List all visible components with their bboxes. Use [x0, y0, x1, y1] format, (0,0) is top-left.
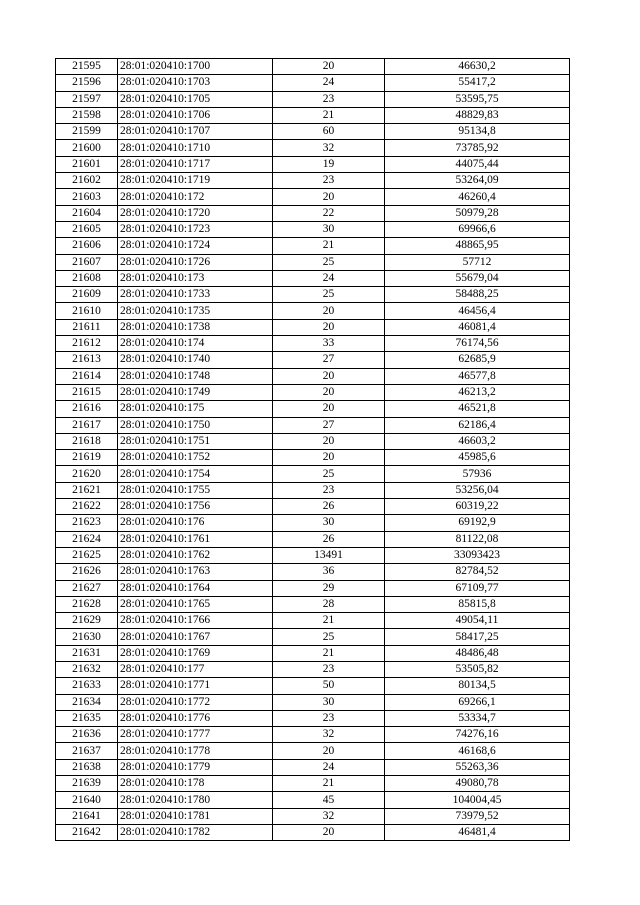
cadastral-number-cell: 28:01:020410:175 [118, 401, 273, 417]
cadastral-number-cell: 28:01:020410:173 [118, 270, 273, 286]
row-number-cell: 21632 [56, 661, 118, 677]
area-cell: 32 [273, 727, 385, 743]
cadastral-number-cell: 28:01:020410:1780 [118, 792, 273, 808]
area-cell: 23 [273, 482, 385, 498]
cadastral-number-cell: 28:01:020410:1726 [118, 254, 273, 270]
table-row [56, 91, 570, 107]
row-number-cell: 21640 [56, 792, 118, 808]
cadastral-number-cell: 28:01:020410:1756 [118, 499, 273, 515]
cadastral-number-cell: 28:01:020410:1733 [118, 287, 273, 303]
value-cell: 55263,36 [385, 759, 570, 775]
table-row [56, 564, 570, 580]
row-number-cell: 21598 [56, 107, 118, 123]
cadastral-number-cell: 28:01:020410:176 [118, 515, 273, 531]
value-cell: 46630,2 [385, 59, 570, 75]
area-cell: 26 [273, 499, 385, 515]
table-row [56, 303, 570, 319]
area-cell: 45 [273, 792, 385, 808]
value-cell: 62186,4 [385, 417, 570, 433]
row-number-cell: 21619 [56, 450, 118, 466]
cadastral-number-cell: 28:01:020410:1777 [118, 727, 273, 743]
table-row [56, 417, 570, 433]
value-cell: 69266,1 [385, 694, 570, 710]
cadastral-number-cell: 28:01:020410:1779 [118, 759, 273, 775]
value-cell: 46081,4 [385, 319, 570, 335]
area-cell: 30 [273, 694, 385, 710]
row-number-cell: 21628 [56, 596, 118, 612]
cadastral-number-cell: 28:01:020410:178 [118, 776, 273, 792]
table-row [56, 645, 570, 661]
table-row [56, 287, 570, 303]
table-row [56, 75, 570, 91]
area-cell: 50 [273, 678, 385, 694]
table-row [56, 466, 570, 482]
table-row [56, 499, 570, 515]
row-number-cell: 21601 [56, 156, 118, 172]
value-cell: 57712 [385, 254, 570, 270]
table-row [56, 531, 570, 547]
table-row [56, 482, 570, 498]
area-cell: 20 [273, 743, 385, 759]
value-cell: 50979,28 [385, 205, 570, 221]
value-cell: 46168,6 [385, 743, 570, 759]
table-row [56, 189, 570, 205]
row-number-cell: 21627 [56, 580, 118, 596]
row-number-cell: 21617 [56, 417, 118, 433]
table-row [56, 270, 570, 286]
table-row [56, 368, 570, 384]
value-cell: 44075,44 [385, 156, 570, 172]
table-row [56, 254, 570, 270]
row-number-cell: 21611 [56, 319, 118, 335]
table-row [56, 336, 570, 352]
row-number-cell: 21625 [56, 547, 118, 563]
row-number-cell: 21616 [56, 401, 118, 417]
area-cell: 20 [273, 303, 385, 319]
row-number-cell: 21606 [56, 238, 118, 254]
value-cell: 48865,95 [385, 238, 570, 254]
table-row [56, 580, 570, 596]
value-cell: 46577,8 [385, 368, 570, 384]
value-cell: 74276,16 [385, 727, 570, 743]
value-cell: 53256,04 [385, 482, 570, 498]
value-cell: 80134,5 [385, 678, 570, 694]
row-number-cell: 21641 [56, 808, 118, 824]
row-number-cell: 21618 [56, 433, 118, 449]
row-number-cell: 21615 [56, 384, 118, 400]
area-cell: 33 [273, 336, 385, 352]
area-cell: 25 [273, 287, 385, 303]
value-cell: 53595,75 [385, 91, 570, 107]
cadastral-number-cell: 28:01:020410:1767 [118, 629, 273, 645]
area-cell: 21 [273, 107, 385, 123]
row-number-cell: 21635 [56, 710, 118, 726]
table-row [56, 792, 570, 808]
cadastral-number-cell: 28:01:020410:1752 [118, 450, 273, 466]
area-cell: 60 [273, 124, 385, 140]
value-cell: 57936 [385, 466, 570, 482]
value-cell: 85815,8 [385, 596, 570, 612]
table-row [56, 759, 570, 775]
row-number-cell: 21614 [56, 368, 118, 384]
row-number-cell: 21631 [56, 645, 118, 661]
row-number-cell: 21630 [56, 629, 118, 645]
value-cell: 53264,09 [385, 173, 570, 189]
table-row [56, 515, 570, 531]
table-row [56, 710, 570, 726]
row-number-cell: 21609 [56, 287, 118, 303]
area-cell: 21 [273, 776, 385, 792]
row-number-cell: 21637 [56, 743, 118, 759]
row-number-cell: 21622 [56, 499, 118, 515]
value-cell: 46603,2 [385, 433, 570, 449]
table-row [56, 678, 570, 694]
table-row [56, 547, 570, 563]
table-row [56, 173, 570, 189]
area-cell: 20 [273, 384, 385, 400]
value-cell: 82784,52 [385, 564, 570, 580]
row-number-cell: 21636 [56, 727, 118, 743]
cadastral-number-cell: 28:01:020410:1763 [118, 564, 273, 580]
value-cell: 46213,2 [385, 384, 570, 400]
row-number-cell: 21604 [56, 205, 118, 221]
area-cell: 21 [273, 645, 385, 661]
cadastral-number-cell: 28:01:020410:1707 [118, 124, 273, 140]
area-cell: 25 [273, 466, 385, 482]
area-cell: 21 [273, 238, 385, 254]
value-cell: 55417,2 [385, 75, 570, 91]
table-row [56, 613, 570, 629]
area-cell: 23 [273, 710, 385, 726]
row-number-cell: 21597 [56, 91, 118, 107]
cadastral-number-cell: 28:01:020410:1781 [118, 808, 273, 824]
cadastral-number-cell: 28:01:020410:1755 [118, 482, 273, 498]
row-number-cell: 21602 [56, 173, 118, 189]
area-cell: 20 [273, 401, 385, 417]
row-number-cell: 21642 [56, 824, 118, 840]
row-number-cell: 21599 [56, 124, 118, 140]
cadastral-number-cell: 28:01:020410:1723 [118, 221, 273, 237]
cadastral-number-cell: 28:01:020410:1740 [118, 352, 273, 368]
area-cell: 36 [273, 564, 385, 580]
value-cell: 49054,11 [385, 613, 570, 629]
table-row [56, 743, 570, 759]
area-cell: 30 [273, 221, 385, 237]
value-cell: 49080,78 [385, 776, 570, 792]
area-cell: 32 [273, 808, 385, 824]
value-cell: 33093423 [385, 547, 570, 563]
value-cell: 53505,82 [385, 661, 570, 677]
table-row [56, 107, 570, 123]
value-cell: 58417,25 [385, 629, 570, 645]
area-cell: 30 [273, 515, 385, 531]
cadastral-number-cell: 28:01:020410:1761 [118, 531, 273, 547]
cadastral-number-cell: 28:01:020410:1769 [118, 645, 273, 661]
row-number-cell: 21610 [56, 303, 118, 319]
value-cell: 69192,9 [385, 515, 570, 531]
cadastral-number-cell: 28:01:020410:1749 [118, 384, 273, 400]
cadastral-number-cell: 28:01:020410:1762 [118, 547, 273, 563]
cadastral-number-cell: 28:01:020410:1771 [118, 678, 273, 694]
table-row [56, 433, 570, 449]
value-cell: 69966,6 [385, 221, 570, 237]
row-number-cell: 21638 [56, 759, 118, 775]
area-cell: 25 [273, 254, 385, 270]
value-cell: 67109,77 [385, 580, 570, 596]
document-page [55, 58, 569, 841]
cadastral-number-cell: 28:01:020410:174 [118, 336, 273, 352]
value-cell: 81122,08 [385, 531, 570, 547]
value-cell: 45985,6 [385, 450, 570, 466]
table-row [56, 661, 570, 677]
row-number-cell: 21600 [56, 140, 118, 156]
cadastral-number-cell: 28:01:020410:1700 [118, 59, 273, 75]
cadastral-number-cell: 28:01:020410:1776 [118, 710, 273, 726]
value-cell: 48829,83 [385, 107, 570, 123]
row-number-cell: 21621 [56, 482, 118, 498]
cadastral-number-cell: 28:01:020410:1772 [118, 694, 273, 710]
value-cell: 76174,56 [385, 336, 570, 352]
cadastral-number-cell: 28:01:020410:1717 [118, 156, 273, 172]
area-cell: 28 [273, 596, 385, 612]
cadastral-number-cell: 28:01:020410:1724 [118, 238, 273, 254]
row-number-cell: 21595 [56, 59, 118, 75]
table-row [56, 221, 570, 237]
value-cell: 73785,92 [385, 140, 570, 156]
area-cell: 24 [273, 75, 385, 91]
cadastral-value-table [55, 58, 570, 841]
cadastral-number-cell: 28:01:020410:1765 [118, 596, 273, 612]
area-cell: 20 [273, 368, 385, 384]
value-cell: 62685,9 [385, 352, 570, 368]
table-row [56, 450, 570, 466]
value-cell: 60319,22 [385, 499, 570, 515]
value-cell: 46521,8 [385, 401, 570, 417]
area-cell: 26 [273, 531, 385, 547]
value-cell: 55679,04 [385, 270, 570, 286]
area-cell: 23 [273, 173, 385, 189]
cadastral-number-cell: 28:01:020410:1719 [118, 173, 273, 189]
value-cell: 104004,45 [385, 792, 570, 808]
value-cell: 46456,4 [385, 303, 570, 319]
row-number-cell: 21633 [56, 678, 118, 694]
row-number-cell: 21605 [56, 221, 118, 237]
cadastral-number-cell: 28:01:020410:1754 [118, 466, 273, 482]
row-number-cell: 21612 [56, 336, 118, 352]
value-cell: 46260,4 [385, 189, 570, 205]
table-row [56, 205, 570, 221]
cadastral-number-cell: 28:01:020410:1703 [118, 75, 273, 91]
row-number-cell: 21596 [56, 75, 118, 91]
row-number-cell: 21603 [56, 189, 118, 205]
area-cell: 32 [273, 140, 385, 156]
area-cell: 23 [273, 661, 385, 677]
cadastral-number-cell: 28:01:020410:1738 [118, 319, 273, 335]
cadastral-number-cell: 28:01:020410:1705 [118, 91, 273, 107]
cadastral-number-cell: 28:01:020410:177 [118, 661, 273, 677]
value-cell: 48486,48 [385, 645, 570, 661]
table-row [56, 384, 570, 400]
row-number-cell: 21634 [56, 694, 118, 710]
area-cell: 20 [273, 824, 385, 840]
table-body [56, 59, 570, 841]
area-cell: 24 [273, 270, 385, 286]
row-number-cell: 21629 [56, 613, 118, 629]
table-row [56, 694, 570, 710]
table-row [56, 727, 570, 743]
area-cell: 21 [273, 613, 385, 629]
value-cell: 73979,52 [385, 808, 570, 824]
cadastral-number-cell: 28:01:020410:1720 [118, 205, 273, 221]
cadastral-number-cell: 28:01:020410:1766 [118, 613, 273, 629]
area-cell: 20 [273, 319, 385, 335]
table-row [56, 59, 570, 75]
area-cell: 20 [273, 433, 385, 449]
value-cell: 53334,7 [385, 710, 570, 726]
cadastral-number-cell: 28:01:020410:1764 [118, 580, 273, 596]
area-cell: 29 [273, 580, 385, 596]
table-row [56, 140, 570, 156]
row-number-cell: 21613 [56, 352, 118, 368]
cadastral-number-cell: 28:01:020410:172 [118, 189, 273, 205]
area-cell: 24 [273, 759, 385, 775]
cadastral-number-cell: 28:01:020410:1748 [118, 368, 273, 384]
area-cell: 13491 [273, 547, 385, 563]
table-row [56, 824, 570, 840]
table-row [56, 808, 570, 824]
table-row [56, 629, 570, 645]
cadastral-number-cell: 28:01:020410:1750 [118, 417, 273, 433]
area-cell: 20 [273, 189, 385, 205]
table-row [56, 776, 570, 792]
row-number-cell: 21607 [56, 254, 118, 270]
area-cell: 27 [273, 417, 385, 433]
row-number-cell: 21624 [56, 531, 118, 547]
cadastral-number-cell: 28:01:020410:1778 [118, 743, 273, 759]
value-cell: 46481,4 [385, 824, 570, 840]
cadastral-number-cell: 28:01:020410:1782 [118, 824, 273, 840]
cadastral-number-cell: 28:01:020410:1710 [118, 140, 273, 156]
table-row [56, 319, 570, 335]
value-cell: 58488,25 [385, 287, 570, 303]
row-number-cell: 21626 [56, 564, 118, 580]
table-row [56, 156, 570, 172]
area-cell: 25 [273, 629, 385, 645]
area-cell: 23 [273, 91, 385, 107]
row-number-cell: 21639 [56, 776, 118, 792]
area-cell: 20 [273, 59, 385, 75]
value-cell: 95134,8 [385, 124, 570, 140]
row-number-cell: 21623 [56, 515, 118, 531]
area-cell: 22 [273, 205, 385, 221]
table-row [56, 401, 570, 417]
area-cell: 27 [273, 352, 385, 368]
table-row [56, 124, 570, 140]
row-number-cell: 21608 [56, 270, 118, 286]
table-row [56, 352, 570, 368]
cadastral-number-cell: 28:01:020410:1735 [118, 303, 273, 319]
table-row [56, 238, 570, 254]
area-cell: 19 [273, 156, 385, 172]
table-row [56, 596, 570, 612]
area-cell: 20 [273, 450, 385, 466]
cadastral-number-cell: 28:01:020410:1751 [118, 433, 273, 449]
cadastral-number-cell: 28:01:020410:1706 [118, 107, 273, 123]
row-number-cell: 21620 [56, 466, 118, 482]
